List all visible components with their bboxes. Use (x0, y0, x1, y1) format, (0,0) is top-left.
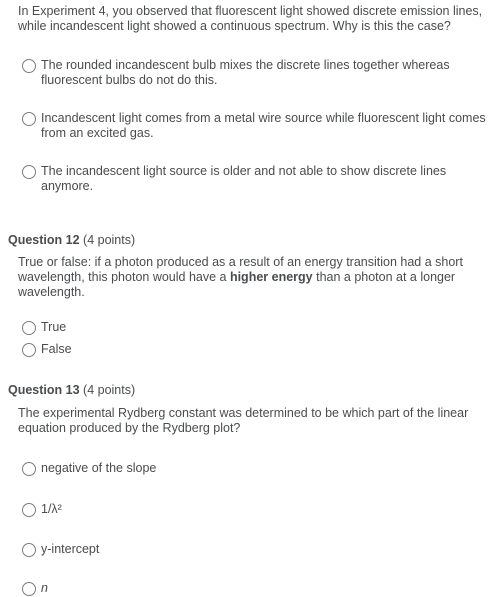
q13-points: (4 points) (83, 383, 136, 397)
q11-option-2-label: Incandescent light comes from a metal wire source while fluorescent light comes from an excited gas. (41, 111, 486, 140)
q11-option-2[interactable] (22, 111, 498, 141)
q11-option-1[interactable] (22, 58, 492, 88)
q13-option-2-label: 1/λ² (41, 502, 62, 516)
radio-button[interactable] (22, 462, 36, 476)
q11-prompt: In Experiment 4, you observed that fluorescent light showed discrete emission lines, while incandescent light showed a continuous spectrum. Why is this the case? (18, 4, 483, 33)
q12-prompt (18, 255, 488, 300)
q13-option-4-label: n (41, 581, 48, 595)
q11-option-3-label: The incandescent light source is older and not able to show discrete lines anymore. (41, 164, 447, 193)
q11-option-1-label: The rounded incandescent bulb mixes the discrete lines together whereas fluorescent bulbs do not do this. (41, 58, 450, 87)
q12-prompt-before: True or false: if a photon produced as a result of an energy transition had a short wavelength, this photon would have a (18, 255, 463, 284)
q12-option-false-label: False (41, 342, 72, 356)
q13-option-4[interactable] (22, 581, 48, 596)
q12-heading (8, 233, 135, 248)
q11-option-3[interactable] (22, 164, 462, 194)
q13-title: Question 13 (8, 383, 80, 397)
radio-button[interactable] (22, 59, 36, 73)
q12-option-false[interactable] (22, 342, 72, 357)
radio-button[interactable] (22, 582, 36, 596)
radio-button[interactable] (22, 165, 36, 179)
q12-option-true-label: True (41, 320, 67, 334)
radio-button[interactable] (22, 112, 36, 126)
q13-heading (8, 383, 135, 398)
q13-option-3[interactable] (22, 542, 99, 557)
q13-option-1[interactable] (22, 461, 156, 476)
radio-button[interactable] (22, 543, 36, 557)
q12-points: (4 points) (83, 233, 136, 247)
q13-option-1-label: negative of the slope (41, 461, 157, 475)
q13-prompt: The experimental Rydberg constant was determined to be which part of the linear equation produced by the Rydberg plot? (18, 406, 469, 435)
radio-button[interactable] (22, 503, 36, 517)
q12-prompt-after: than a photon at a longer wavelength. (18, 270, 456, 299)
radio-button[interactable] (22, 321, 36, 335)
q13-option-2[interactable] (22, 502, 62, 517)
q12-option-true[interactable] (22, 320, 66, 335)
q12-prompt-bold: higher energy (229, 270, 313, 284)
radio-button[interactable] (22, 343, 36, 357)
q13-option-3-label: y-intercept (41, 542, 100, 556)
q12-title: Question 12 (8, 233, 80, 247)
